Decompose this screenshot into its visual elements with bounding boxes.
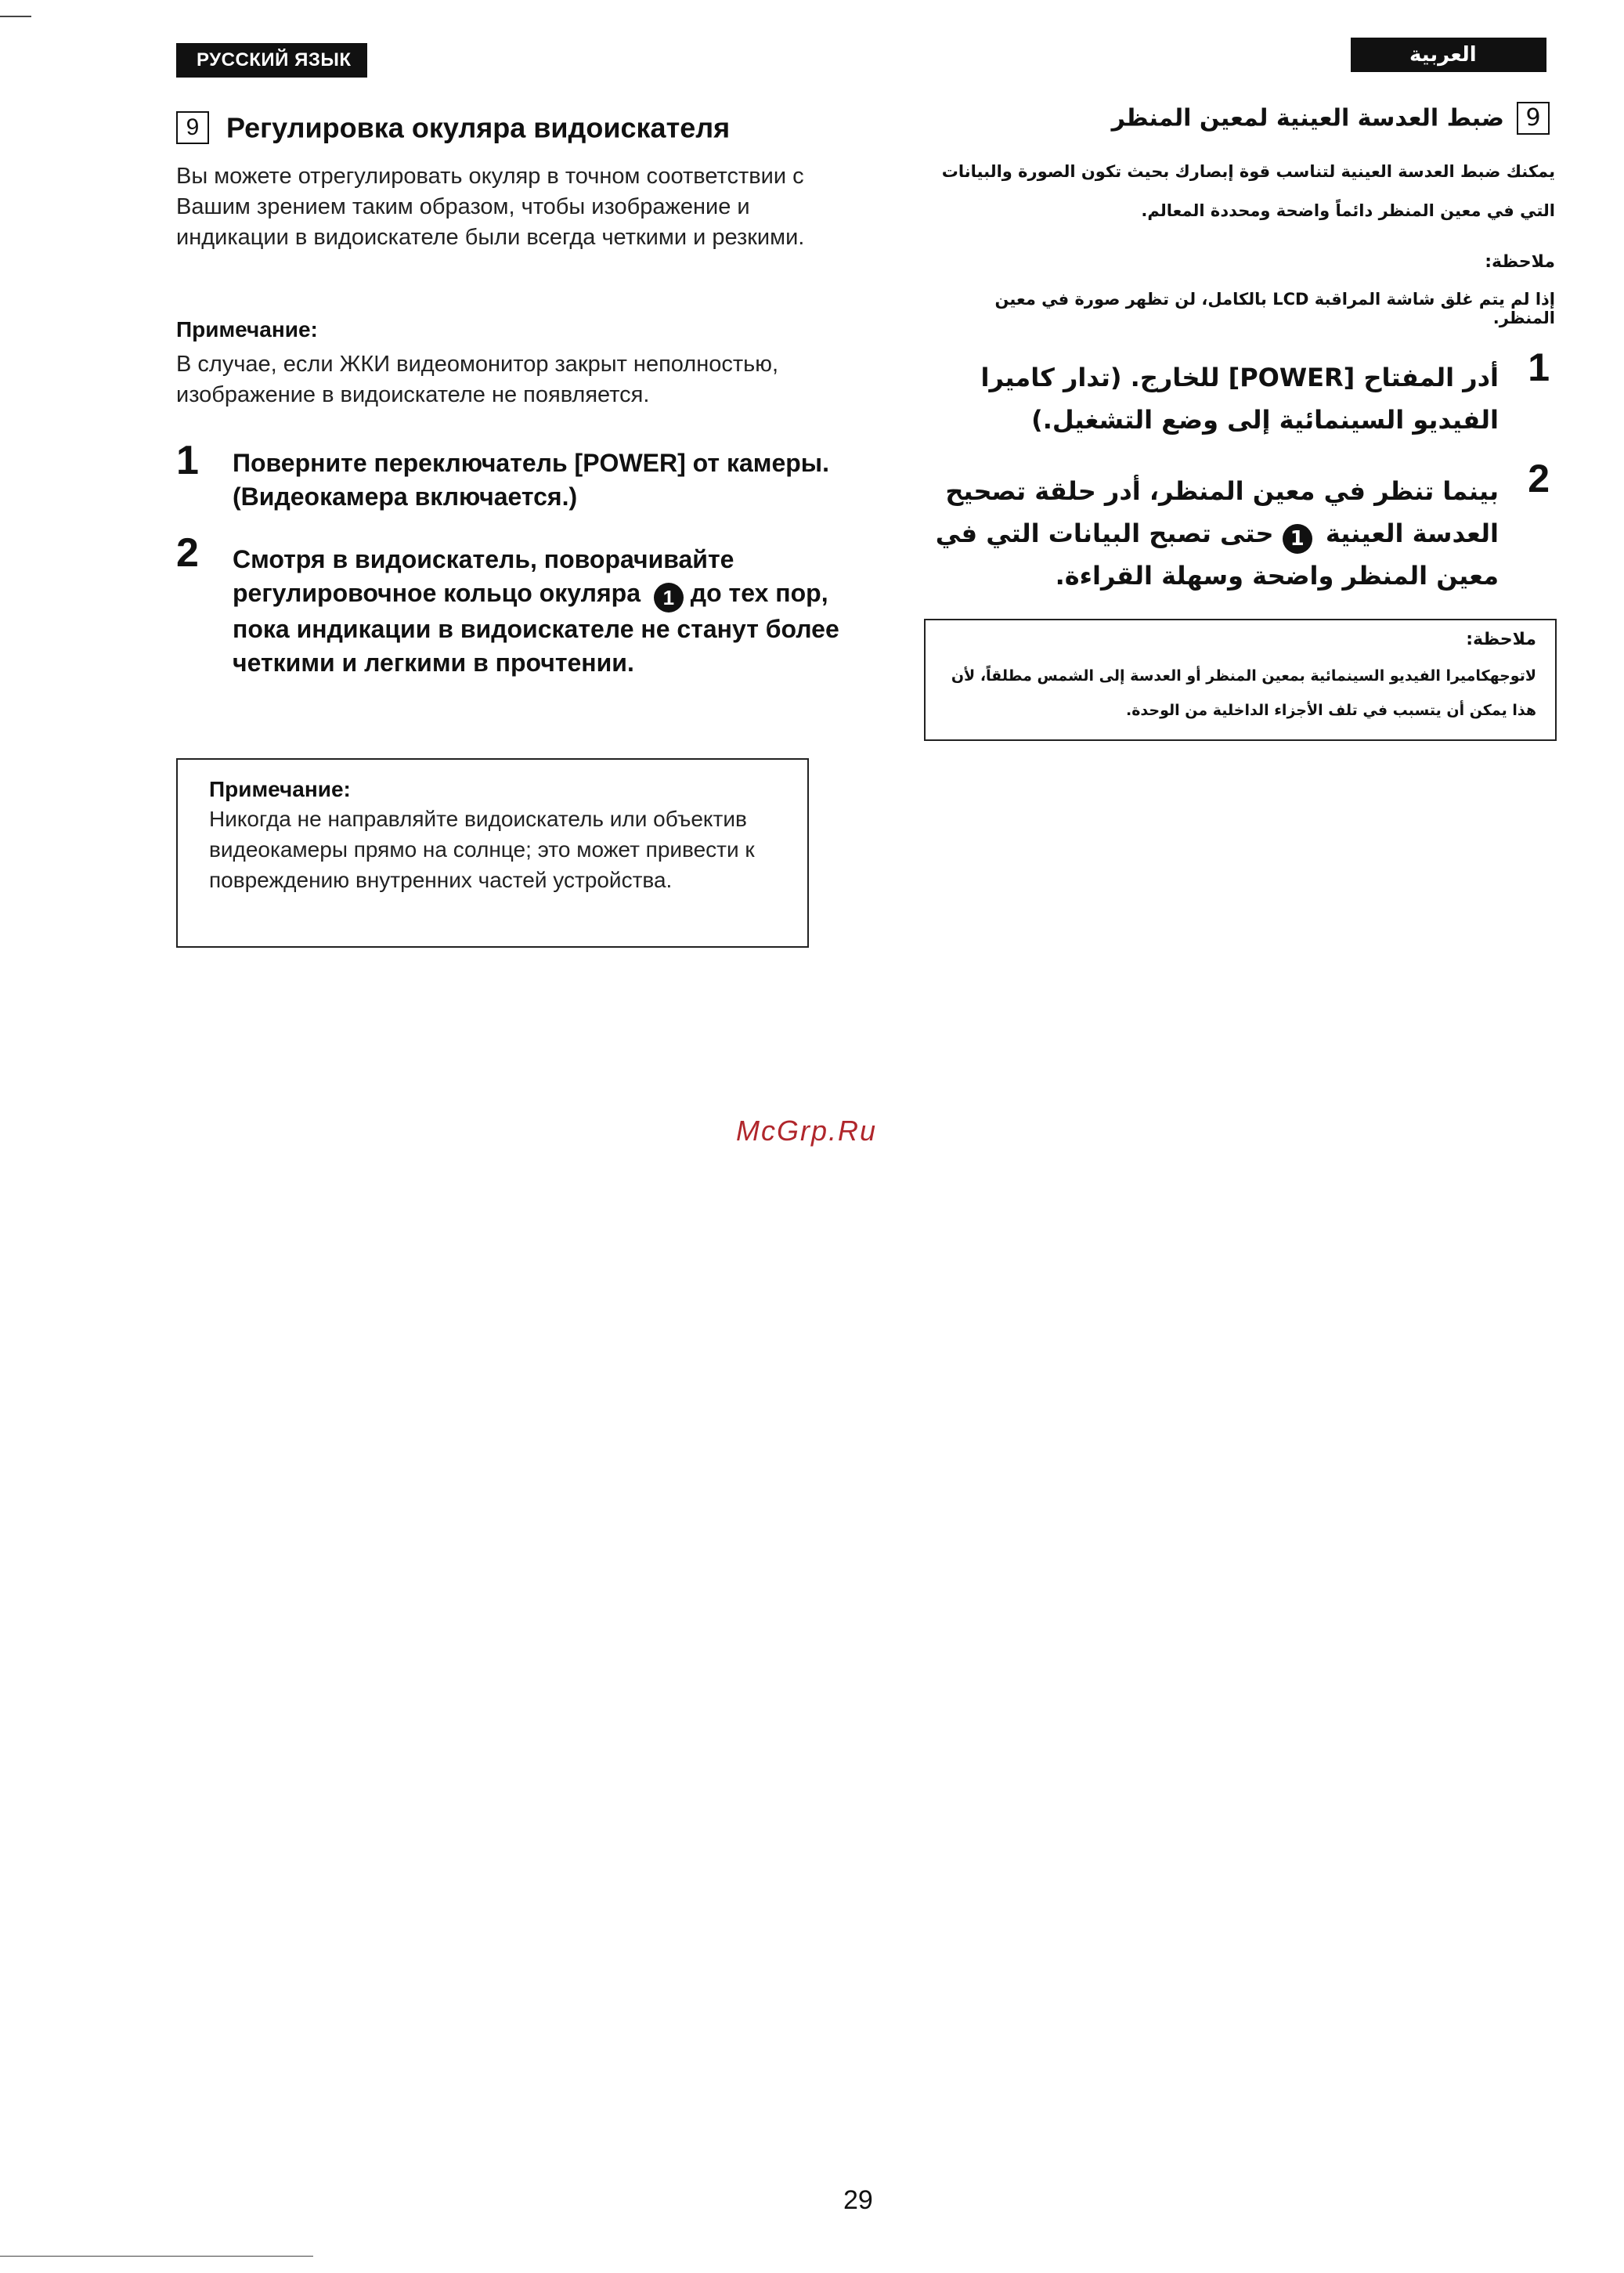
ar-warning-note-box (924, 619, 1557, 741)
ru-warning-note-box (176, 758, 809, 948)
ar-step2 (919, 470, 1499, 597)
ru-step2-marker-icon: 1 (654, 583, 684, 613)
ar-step1-text: أدر المفتاح [POWER] للخارج. (تدار كاميرا الفيديو السينمائية إلى وضع التشغيل.) (980, 363, 1499, 435)
ru-note2-heading: Примечание: (209, 777, 351, 801)
page-number: 29 (843, 2185, 873, 2215)
ar-step2-text-after: حتى تصبح البيانات التي في معين المنظر واضحة وسهلة القراءة. (935, 519, 1499, 591)
ru-note2-text: Никогда не направляйте видоискатель или объектив видеокамеры прямо на солнце; это может привести к повреждению внутренних частей устройства. (209, 807, 755, 892)
ar-note1-text: إذا لم يتم غلق شاشة المراقبة LCD بالكامل، لن تظهر صورة في معين المنظر. (994, 290, 1555, 327)
ar-title-text: ضبط العدسة العينية لمعين المنظر (1111, 104, 1504, 132)
ar-section-title (1112, 102, 1550, 135)
ru-section-number: 9 (176, 111, 209, 144)
top-edge-line (0, 16, 31, 17)
ar-step2-text: بينما تنظر في معين المنظر، أدر حلقة تصحيح العدسة العينية (945, 476, 1499, 548)
bottom-edge-line (0, 2256, 313, 2257)
ru-step2 (233, 543, 851, 680)
ru-title-text: Регулировка окуляра видоискателя (226, 111, 731, 144)
ar-note2-text: لاتوجهكاميرا الفيديو السينمائية بمعين المنظر أو العدسة إلى الشمس مطلقاً، لأن هذا يمكن أن يتسبب في تلف الأجزاء الداخلية من الوحدة. (951, 667, 1536, 719)
ar-intro-paragraph: يمكنك ضبط العدسة العينية لتناسب قوة إبصارك بحيث تكون الصورة والبيانات التي في معين المنظر دائماً واضحة ومحددة المعالم. (941, 162, 1555, 220)
ru-step1-text: Поверните переключатель [POWER] от камеры. (Видеокамера включается.) (233, 449, 829, 511)
ru-section-title (176, 110, 730, 144)
ru-intro-paragraph: Вы можете отрегулировать окуляр в точном соответствии с Вашим зрением таким образом, чтобы изображение и индикации в видоискателе были всегда четкими и резкими. (176, 164, 805, 250)
language-tab-arabic: العربية (1351, 38, 1546, 72)
ar-step2-marker-icon: 1 (1283, 524, 1312, 554)
ru-step2-number: 2 (176, 530, 199, 576)
ru-step2-text: Смотря в видоискатель, поворачивайте регулировочное кольцо окуляра (233, 545, 734, 607)
ru-step1-number: 1 (176, 438, 199, 483)
ar-step2-number: 2 (1528, 457, 1550, 500)
watermark: McGrp.Ru (736, 1115, 878, 1147)
language-tab-russian: РУССКИЙ ЯЗЫК (176, 43, 367, 78)
ru-step2-text-after: до тех пор, пока индикации в видоискателе не станут более четкими и легкими в прочтении. (233, 579, 839, 677)
ar-step1-number: 1 (1528, 345, 1550, 389)
ar-note1-heading: ملاحظة: (1485, 252, 1555, 272)
ar-section-number: 9 (1517, 102, 1550, 135)
ar-note2-heading: ملاحظة: (1466, 630, 1536, 649)
ru-note1-text: В случае, если ЖКИ видеомонитор закрыт неполностью, изображение в видоискателе не появляется. (176, 352, 779, 407)
ru-note1-heading: Примечание: (176, 317, 318, 341)
